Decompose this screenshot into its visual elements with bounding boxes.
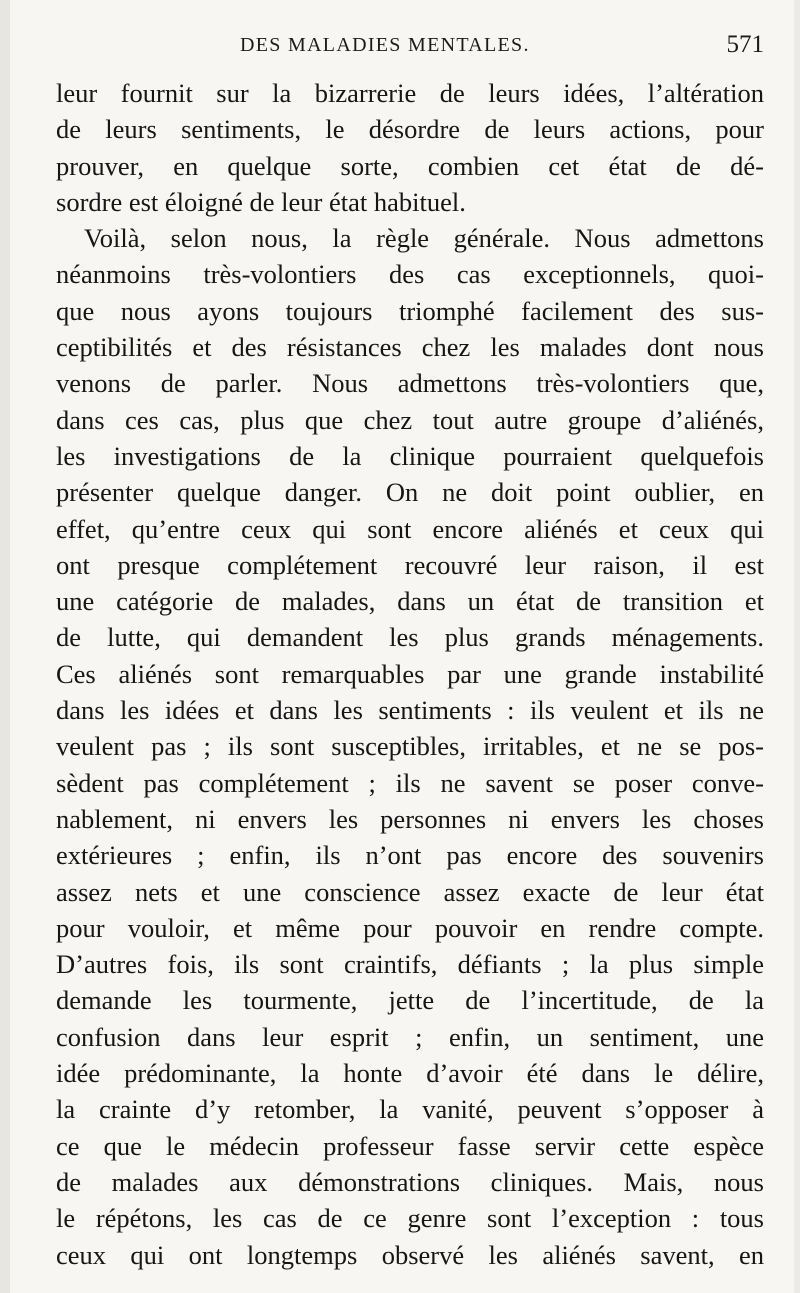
text-line: présenter quelque danger. On ne doit point oublier, en	[56, 477, 764, 508]
text-line: demande les tourmente, jette de l’incertitude, de la	[56, 985, 764, 1016]
text-line: le répétons, les cas de ce genre sont l’exception : tous	[56, 1203, 764, 1234]
text-line: de malades aux démonstrations cliniques. Mais, nous	[56, 1166, 764, 1197]
body-text	[56, 75, 764, 1273]
text-line: ont presque complétement recouvré leur raison, il est	[56, 549, 764, 580]
text-line: dans les idées et dans les sentiments : ils veulent et ils ne	[56, 695, 764, 726]
text-line: sordre est éloigné de leur état habituel.	[56, 186, 466, 217]
text-line: D’autres fois, ils sont craintifs, défiants ; la plus simple	[56, 949, 764, 980]
text-line: néanmoins très-volontiers des cas exceptionnels, quoi-	[56, 259, 764, 290]
text-line: de leurs sentiments, le désordre de leurs actions, pour	[56, 114, 764, 145]
text-line: dans ces cas, plus que chez tout autre groupe d’aliénés,	[56, 404, 764, 435]
text-line: leur fournit sur la bizarrerie de leurs idées, l’altération	[56, 78, 764, 108]
text-line: la crainte d’y retomber, la vanité, peuvent s’opposer à	[56, 1094, 764, 1125]
text-line: confusion dans leur esprit ; enfin, un sentiment, une	[56, 1021, 764, 1052]
text-line: venons de parler. Nous admettons très-volontiers que,	[56, 368, 764, 399]
text-line: les investigations de la clinique pourraient quelquefois	[56, 440, 764, 471]
page-header	[56, 31, 764, 66]
text-line: une catégorie de malades, dans un état de transition et	[56, 586, 764, 617]
running-title: DES MALADIES MENTALES.	[240, 34, 530, 56]
text-line: prouver, en quelque sorte, combien cet état de dé-	[56, 150, 764, 181]
text-line: ceptibilités et des résistances chez les malades dont nous	[56, 332, 764, 363]
text-line: sèdent pas complétement ; ils ne savent se poser conve-	[56, 767, 764, 798]
text-line: nablement, ni envers les personnes ni envers les choses	[56, 803, 764, 834]
text-line: ceux qui ont longtemps observé les aliénés savent, en	[56, 1239, 764, 1270]
text-line: ce que le médecin professeur fasse servir cette espèce	[56, 1130, 764, 1161]
text-line: Voilà, selon nous, la règle générale. Nous admettons	[84, 223, 764, 254]
text-line: effet, qu’entre ceux qui sont encore aliénés et ceux qui	[56, 513, 764, 544]
text-line: idée prédominante, la honte d’avoir été dans le délire,	[56, 1058, 764, 1089]
page-number: 571	[726, 31, 764, 58]
text-line: que nous ayons toujours triomphé facilement des sus-	[56, 295, 764, 326]
text-line: pour vouloir, et même pour pouvoir en rendre compte.	[56, 912, 764, 943]
text-line: extérieures ; enfin, ils n’ont pas encore des souvenirs	[56, 840, 764, 871]
text-line: veulent pas ; ils sont susceptibles, irritables, et ne se pos-	[56, 731, 764, 762]
text-line: Ces aliénés sont remarquables par une grande instabilité	[56, 658, 764, 689]
text-line: assez nets et une conscience assez exacte de leur état	[56, 876, 764, 907]
text-line: de lutte, qui demandent les plus grands ménagements.	[56, 622, 764, 653]
